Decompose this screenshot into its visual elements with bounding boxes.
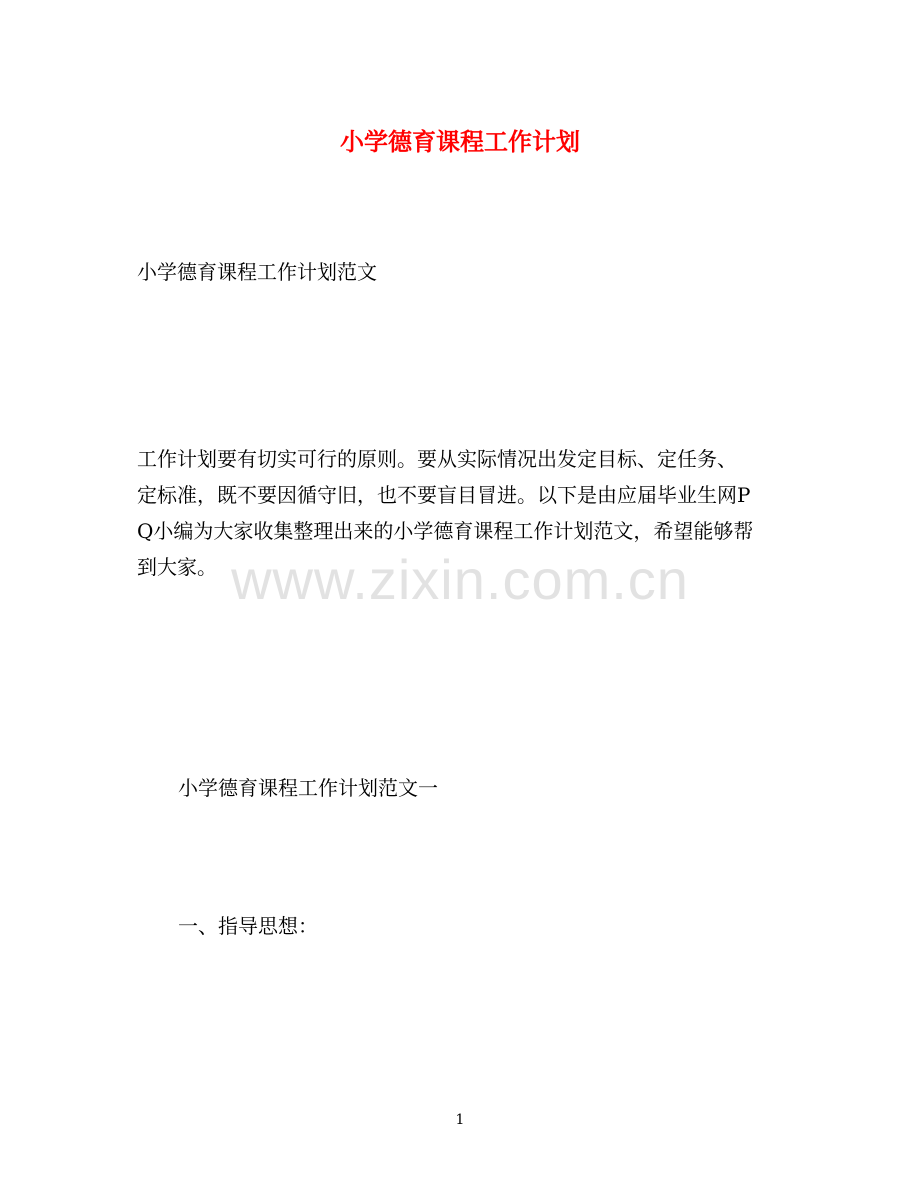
intro-line: Q小编为大家收集整理出来的小学德育课程工作计划范文，希望能够帮 [137,519,754,543]
page-number: 1 [455,1112,465,1128]
document-subtitle: 小学德育课程工作计划范文 [137,260,377,284]
section-heading: 小学德育课程工作计划范文一 [178,776,438,800]
document-title: 小学德育课程工作计划 [340,127,580,156]
intro-line: 工作计划要有切实可行的原则。要从实际情况出发定目标、定任务、 [137,447,737,471]
intro-line: 到大家。 [137,555,217,579]
intro-paragraph [137,441,787,585]
point-heading: 一、指导思想： [178,914,318,938]
intro-line: 定标准，既不要因循守旧，也不要盲目冒进。以下是由应届毕业生网P [137,483,751,507]
watermark: www.zixin.com.cn [231,548,689,611]
